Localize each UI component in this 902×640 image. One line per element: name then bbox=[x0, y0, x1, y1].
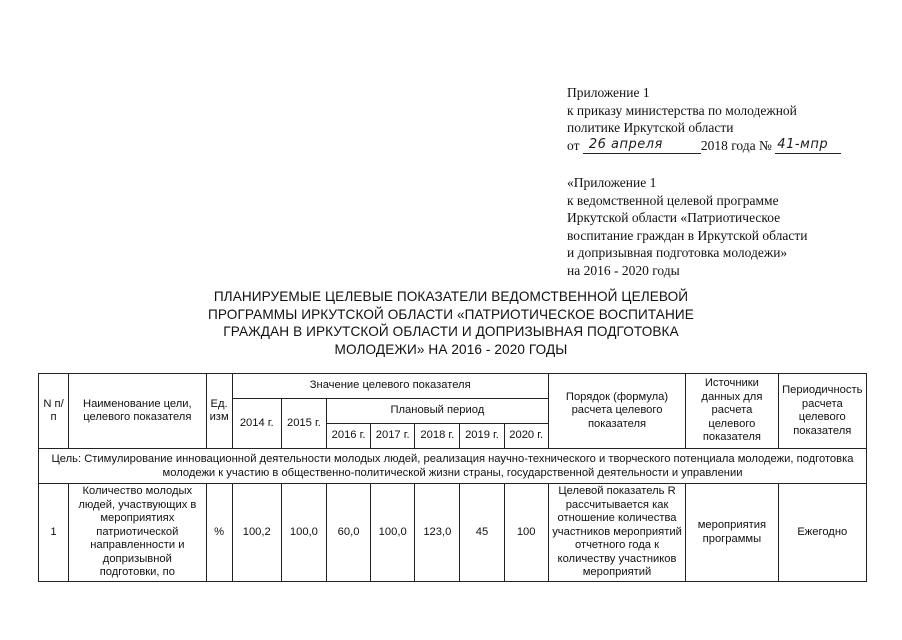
date-prefix: от bbox=[567, 137, 580, 153]
header-num: N п/п bbox=[39, 374, 69, 449]
annex-line: Иркутской области «Патриотическое bbox=[567, 210, 781, 225]
annex-line: к приказу министерства по молодежной bbox=[567, 102, 797, 118]
row-formula-text: Целевой показатель R рассчитывается как отношение количества участников мероприятий отчетного года к количеству участников мероприятий bbox=[552, 485, 682, 579]
header-formula: Порядок (формула) расчета целевого показателя bbox=[548, 374, 685, 449]
row-2015: 100,0 bbox=[281, 484, 326, 582]
row-2020: 100 bbox=[504, 484, 548, 582]
header-2020: 2020 г. bbox=[504, 424, 548, 449]
date-blank bbox=[583, 139, 701, 154]
header-row bbox=[39, 374, 867, 399]
row-num: 1 bbox=[39, 484, 69, 582]
header-sources: Источники данных для расчета целевого показателя bbox=[686, 374, 778, 449]
order-date-line bbox=[567, 137, 841, 155]
header-unit: Ед. изм bbox=[206, 374, 232, 449]
row-name-text: Количество молодых людей, участвующих в мероприятиях патриотической направленности и допризывной подготовки, по bbox=[78, 485, 197, 579]
order-annex-block bbox=[567, 84, 841, 154]
row-name bbox=[69, 484, 206, 582]
annex-line: к ведомственной целевой программе bbox=[567, 192, 779, 208]
annex-line: на 2016 - 2020 годы bbox=[567, 262, 680, 278]
handwritten-number: 41-мпр bbox=[777, 137, 829, 152]
row-sources: мероприятия программы bbox=[686, 484, 778, 582]
title-line: ПРОГРАММЫ ИРКУТСКОЙ ОБЛАСТИ «ПАТРИОТИЧЕСКОЕ ВОСПИТАНИЕ bbox=[208, 306, 694, 322]
header-2015: 2015 г. bbox=[281, 399, 326, 449]
number-blank bbox=[775, 139, 841, 154]
row-2014: 100,2 bbox=[232, 484, 281, 582]
header-value-group: Значение целевого показателя bbox=[232, 374, 548, 399]
row-formula bbox=[548, 484, 685, 582]
goal-cell: Цель: Стимулирование инновационной деятельности молодых людей, реализация научно-технического и творческого потенциала молодежи, подготовка молодежи к участию в общественно-политической жизни страны, государственной деятельности и управлении bbox=[39, 449, 867, 484]
row-unit: % bbox=[206, 484, 232, 582]
handwritten-date: 26 апреля bbox=[588, 137, 663, 152]
title-line: МОЛОДЕЖИ» НА 2016 - 2020 ГОДЫ bbox=[334, 341, 568, 357]
row-2019: 45 bbox=[460, 484, 504, 582]
header-planned-period: Плановый период bbox=[326, 399, 548, 424]
program-annex-block bbox=[567, 174, 808, 279]
goal-row bbox=[39, 449, 867, 484]
date-year: 2018 года № bbox=[700, 137, 772, 153]
title-line: ПЛАНИРУЕМЫЕ ЦЕЛЕВЫЕ ПОКАЗАТЕЛИ ВЕДОМСТВЕННОЙ ЦЕЛЕВОЙ bbox=[213, 289, 689, 304]
annex-line: «Приложение 1 bbox=[567, 175, 657, 190]
table-row bbox=[39, 484, 867, 582]
title-line: ГРАЖДАН В ИРКУТСКОЙ ОБЛАСТИ И ДОПРИЗЫВНАЯ ПОДГОТОВКА bbox=[223, 324, 679, 339]
header-2014: 2014 г. bbox=[232, 399, 281, 449]
header-name: Наименование цели, целевого показателя bbox=[69, 374, 206, 449]
annex-line: политике Иркутской области bbox=[567, 120, 734, 135]
annex-line: и допризывная подготовка молодежи» bbox=[567, 245, 788, 260]
header-2017: 2017 г. bbox=[371, 424, 415, 449]
row-2016: 60,0 bbox=[326, 484, 370, 582]
row-2018: 123,0 bbox=[415, 484, 460, 582]
annex-line: Приложение 1 bbox=[567, 85, 650, 100]
document-title bbox=[0, 288, 902, 358]
row-2017: 100,0 bbox=[371, 484, 415, 582]
header-periodicity: Периодичность расчета целевого показателя bbox=[778, 374, 866, 449]
header-2016: 2016 г. bbox=[326, 424, 370, 449]
header-2018: 2018 г. bbox=[415, 424, 460, 449]
indicators-table bbox=[38, 373, 867, 582]
row-periodicity: Ежегодно bbox=[778, 484, 866, 582]
annex-line: воспитание граждан в Иркутской области bbox=[567, 227, 808, 243]
header-2019: 2019 г. bbox=[460, 424, 504, 449]
